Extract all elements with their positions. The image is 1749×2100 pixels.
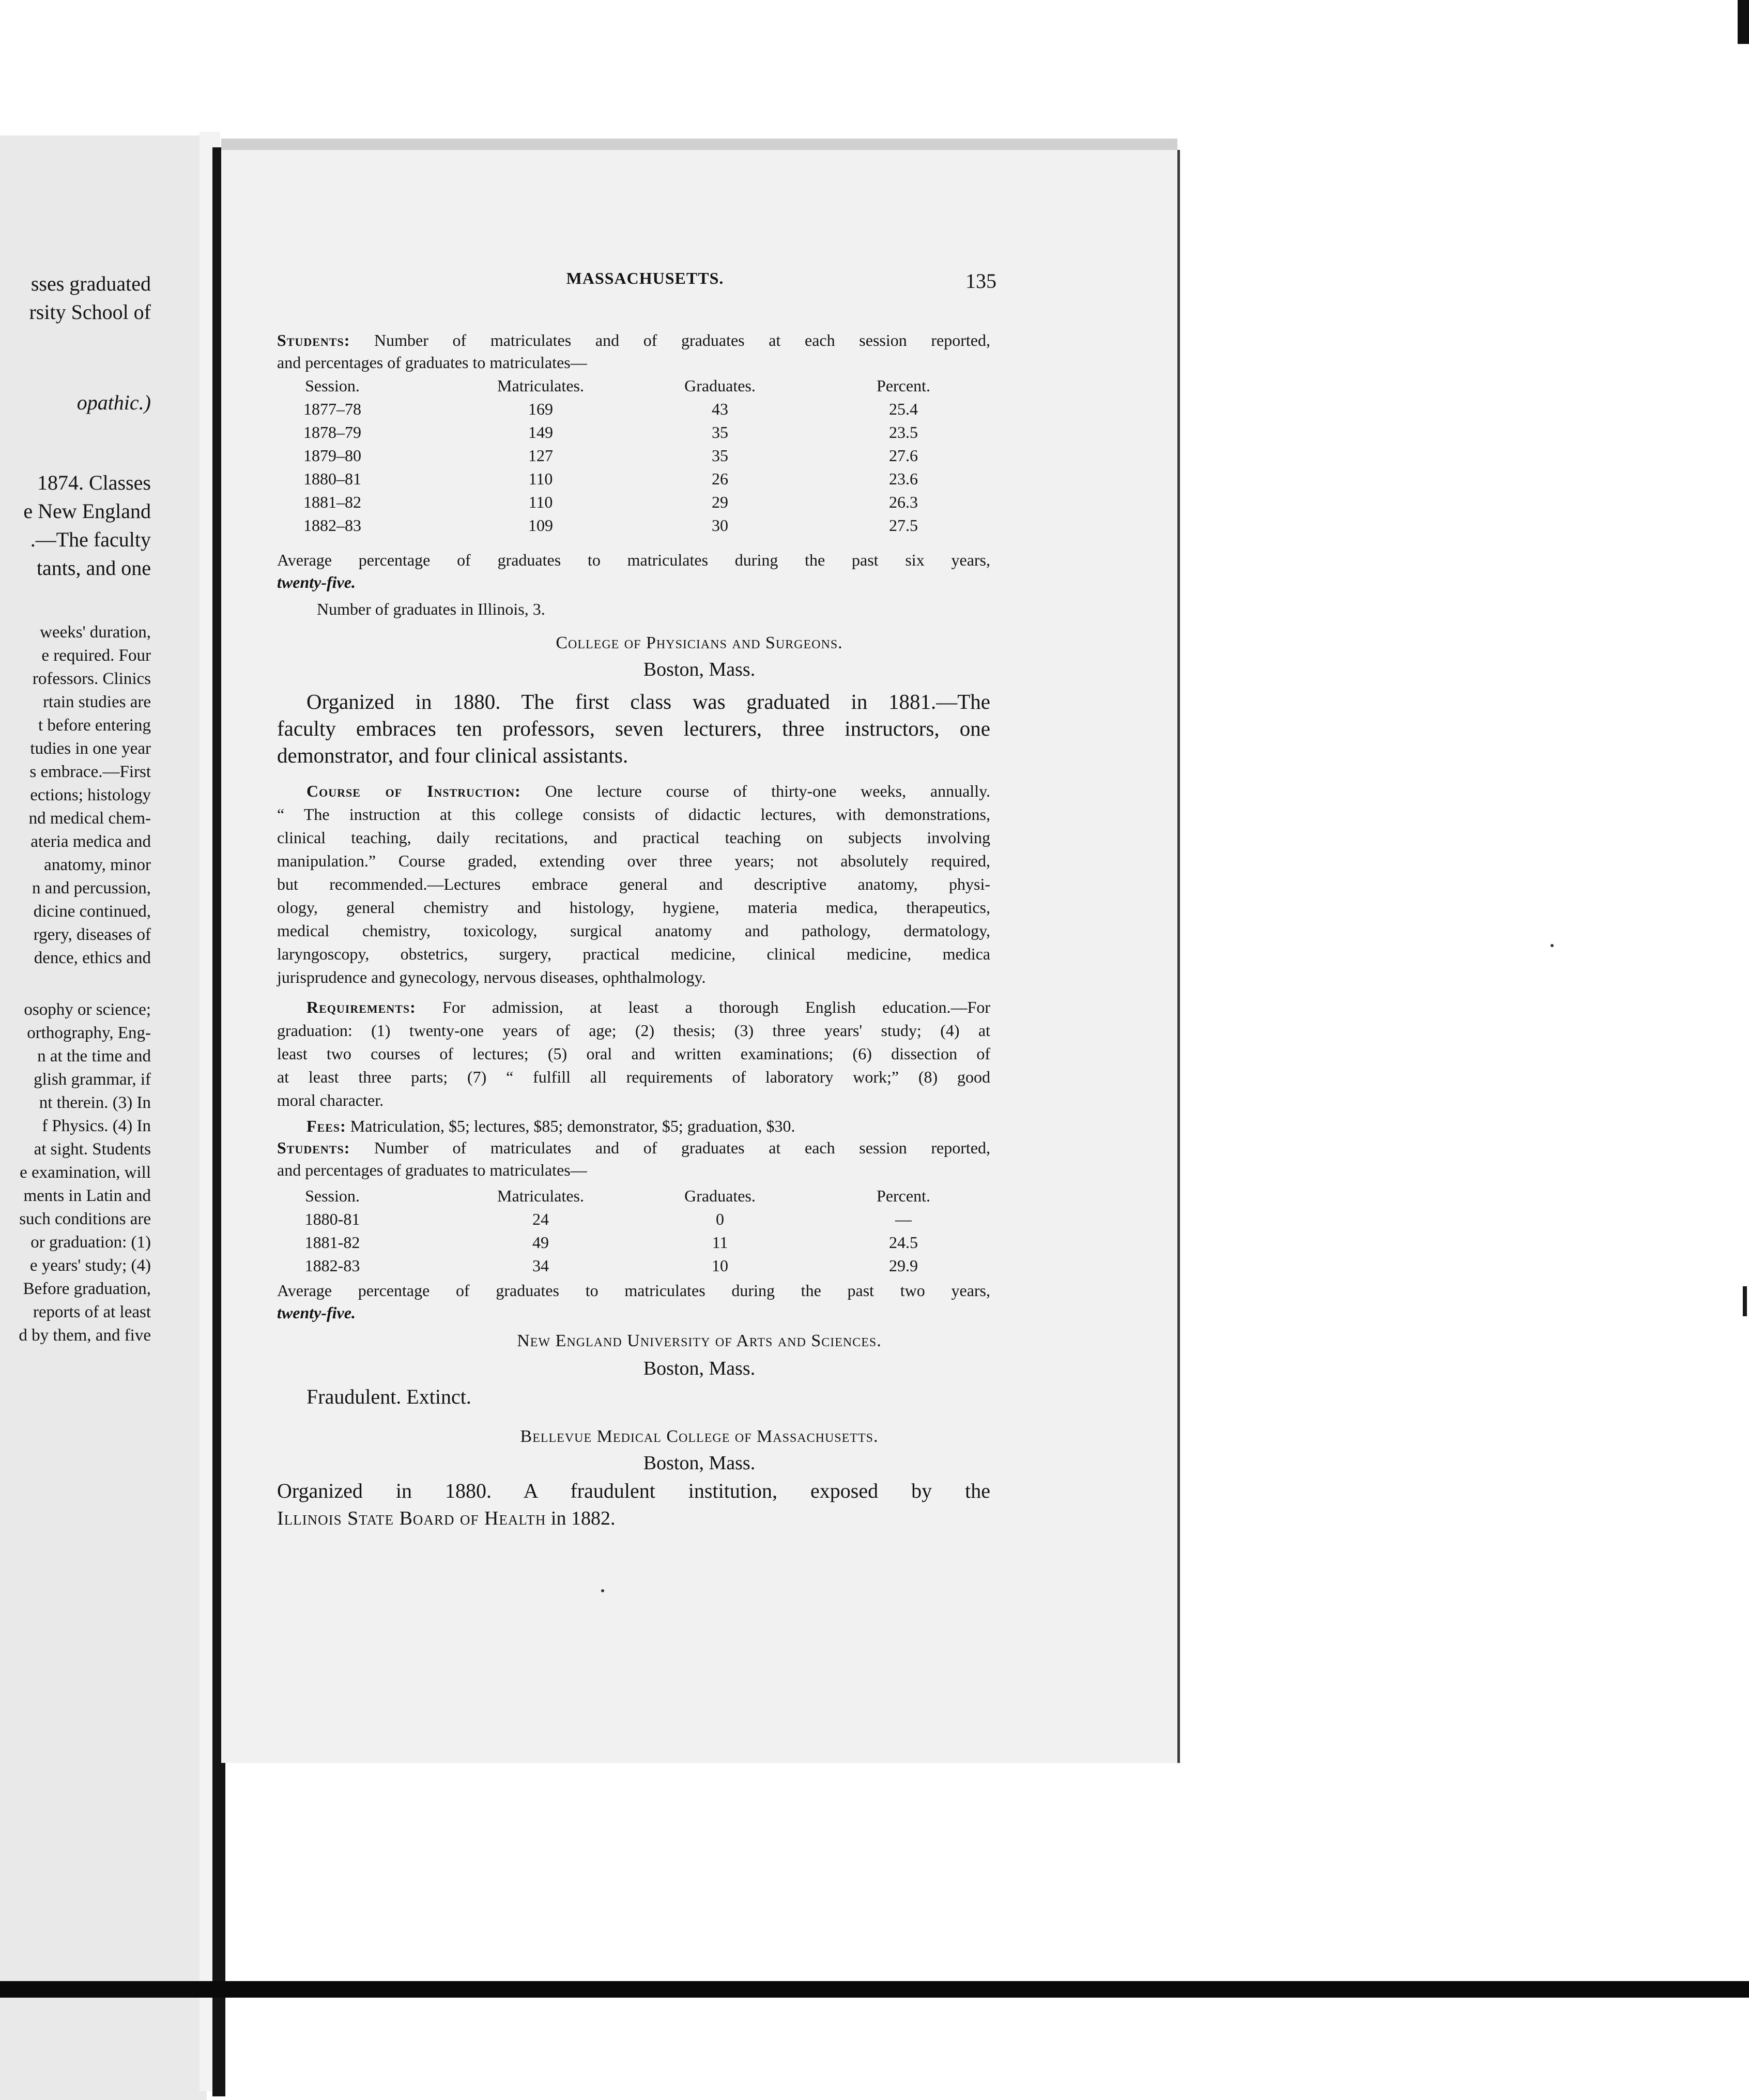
left-page [0, 135, 207, 2100]
left-page-line: ateria medica and [30, 832, 151, 851]
left-page-line: e examination, will [20, 1163, 151, 1182]
cell-session: 1882–83 [303, 516, 361, 535]
table-row [221, 400, 1177, 423]
left-page-line: reports of at least [33, 1303, 151, 1321]
course-text: One lecture course of thirty-one weeks, annually. [520, 782, 991, 800]
cell-matriculates: 127 [528, 446, 553, 465]
average-line-2: Average percentage of graduates to matriculates during the past two years, [277, 1281, 990, 1300]
cell-matriculates: 149 [528, 423, 553, 442]
left-page-line: sses graduated [30, 272, 151, 295]
left-page-line: nt therein. (3) In [39, 1093, 151, 1112]
table-row [221, 493, 1177, 516]
left-page-line: rofessors. Clinics [32, 669, 151, 688]
board-name: Illinois State Board of Health [277, 1508, 546, 1529]
bellevue-heading: Bellevue Medical College of Massachusetts. [520, 1427, 879, 1446]
exposed-year: in 1882. [546, 1508, 616, 1529]
table-row [221, 516, 1177, 539]
cell-session: 1881–82 [303, 493, 361, 511]
cell-graduates: 30 [712, 516, 728, 535]
students-table-2 [221, 1186, 1177, 1290]
col-header-session: Session. [305, 376, 360, 395]
cell-graduates: 0 [716, 1210, 724, 1228]
col-header-matriculates: Matriculates. [497, 376, 584, 395]
left-page-line: osophy or science; [24, 1000, 151, 1019]
cell-percent: 25.4 [889, 400, 918, 418]
cell-graduates: 43 [712, 400, 728, 418]
left-page-line: orthography, Eng- [27, 1024, 151, 1042]
cell-session: 1878–79 [303, 423, 361, 442]
bellevue-exposed [277, 1507, 615, 1530]
students-intro [277, 331, 990, 350]
left-page-line: opathic.) [76, 391, 151, 414]
cell-percent: 23.5 [889, 423, 918, 442]
left-page-line: n at the time and [37, 1047, 151, 1066]
cell-session: 1880–81 [303, 469, 361, 488]
left-page-line: weeks' duration, [40, 623, 151, 642]
page-header [221, 269, 1177, 295]
left-page-line: tants, and one [36, 556, 151, 580]
left-page-line: n and percussion, [32, 879, 151, 897]
students-label-2: Students: [277, 1138, 350, 1157]
left-page-line: 1874. Classes [37, 471, 151, 494]
paragraph-line: demonstrator, and four clinical assistants. [277, 743, 628, 767]
left-page-line: rtain studies are [43, 693, 151, 711]
fees-text: Matriculation, $5; lectures, $85; demonstrator, $5; graduation, $30. [346, 1117, 795, 1135]
requirements-label: Requirements: [306, 998, 416, 1016]
table-row [221, 469, 1177, 493]
cell-matriculates: 34 [532, 1256, 549, 1275]
cell-session: 1879–80 [303, 446, 361, 465]
cell-matriculates: 169 [528, 400, 553, 418]
paragraph-line: clinical teaching, daily recitations, and practical teaching on subjects involving [277, 828, 990, 847]
cell-percent: 23.6 [889, 469, 918, 488]
requirements-first-line [306, 998, 990, 1017]
average-value-2: twenty-five. [277, 1303, 356, 1322]
cell-percent: 27.5 [889, 516, 918, 535]
left-page-line: nd medical chem- [28, 809, 151, 828]
paragraph-line: “ The instruction at this college consists of didactic lectures, with demonstrations, [277, 805, 990, 824]
cell-matriculates: 24 [532, 1210, 549, 1228]
students-table-1 [221, 376, 1177, 542]
scan-bottom-border [0, 1981, 1749, 1998]
table-row [221, 1210, 1177, 1233]
paragraph-line: laryngoscopy, obstetrics, surgery, practical medicine, clinical medicine, medica [277, 945, 990, 963]
paragraph-line: at least three parts; (7) “ fulfill all requirements of laboratory work;” (8) good [277, 1068, 990, 1086]
left-page-line: dicine continued, [33, 902, 151, 921]
left-page-line: tudies in one year [30, 739, 151, 758]
illinois-graduates: Number of graduates in Illinois, 3. [317, 600, 545, 618]
paragraph-line: jurisprudence and gynecology, nervous diseases, ophthalmology. [277, 968, 706, 986]
right-page [221, 150, 1180, 1763]
paragraph-line: moral character. [277, 1091, 384, 1109]
paragraph-line: graduation: (1) twenty-one years of age; (2) thesis; (3) three years' study; (4) at [277, 1021, 990, 1040]
college-heading: College of Physicians and Surgeons. [556, 633, 843, 652]
cell-matriculates: 49 [532, 1233, 549, 1252]
scan-edge-mark [1743, 1286, 1747, 1316]
requirements-text: For admission, at least a thorough English education.—For [416, 998, 990, 1016]
paragraph-line: manipulation.” Course graded, extending over three years; not absolutely required, [277, 851, 990, 870]
students-intro-text-2: Number of matriculates and of graduates at each session reported, [350, 1138, 990, 1157]
cell-graduates: 35 [712, 423, 728, 442]
left-page-line: Before graduation, [23, 1280, 151, 1298]
cell-graduates: 35 [712, 446, 728, 465]
left-page-line: f Physics. (4) In [42, 1117, 151, 1135]
bellevue-location: Boston, Mass. [643, 1452, 756, 1474]
cell-graduates: 10 [712, 1256, 728, 1275]
course-label: Course of Instruction: [306, 782, 521, 800]
speck [601, 1589, 604, 1592]
cell-percent: — [895, 1210, 912, 1228]
left-page-line: ments in Latin and [23, 1186, 151, 1205]
neu-status: Fraudulent. Extinct. [306, 1385, 471, 1408]
cell-percent: 24.5 [889, 1233, 918, 1252]
students-intro-line2: and percentages of graduates to matriculates— [277, 353, 587, 372]
running-head: MASSACHUSETTS. [566, 269, 724, 287]
paragraph-line: least two courses of lectures; (5) oral and written examinations; (6) dissection of [277, 1044, 990, 1063]
col-header-graduates: Graduates. [684, 1186, 756, 1205]
left-page-line: e required. Four [41, 646, 151, 665]
bellevue-organized: Organized in 1880. A fraudulent institution, exposed by the [277, 1479, 990, 1502]
left-page-line: at sight. Students [34, 1140, 151, 1159]
cell-matriculates: 110 [528, 469, 553, 488]
organized-line: faculty embraces ten professors, seven lecturers, three instructors, one [277, 717, 990, 740]
cell-session: 1877–78 [303, 400, 361, 418]
cell-session: 1880-81 [304, 1210, 360, 1228]
students-intro-text: Number of matriculates and of graduates at each session reported, [350, 331, 990, 349]
col-header-session: Session. [305, 1186, 360, 1205]
left-page-line: e years' study; (4) [29, 1256, 151, 1275]
left-page-line: rsity School of [29, 300, 151, 324]
cell-graduates: 29 [712, 493, 728, 511]
col-header-percent: Percent. [877, 1186, 930, 1205]
paragraph-line: ology, general chemistry and histology, hygiene, materia medica, therapeutics, [277, 898, 990, 917]
table-row [221, 1233, 1177, 1256]
cell-percent: 26.3 [889, 493, 918, 511]
scan-edge-mark [1738, 0, 1749, 44]
page-number: 135 [965, 269, 996, 293]
left-page-line: s embrace.—First [29, 763, 151, 781]
table-row [221, 423, 1177, 446]
cell-matriculates: 109 [528, 516, 553, 535]
cell-session: 1881-82 [304, 1233, 360, 1252]
paragraph-line: but recommended.—Lectures embrace general and descriptive anatomy, physi- [277, 875, 990, 893]
col-header-graduates: Graduates. [684, 376, 756, 395]
speck [1551, 944, 1554, 947]
students-intro-2-line2: and percentages of graduates to matriculates— [277, 1161, 587, 1179]
left-page-line: t before entering [38, 716, 151, 735]
table-row [221, 1256, 1177, 1280]
left-page-line: glish grammar, if [34, 1070, 151, 1089]
cell-graduates: 26 [712, 469, 728, 488]
left-page-line: dence, ethics and [34, 949, 151, 967]
paragraph-line: medical chemistry, toxicology, surgical anatomy and pathology, dermatology, [277, 921, 990, 940]
fees-label: Fees: [306, 1117, 346, 1135]
students-intro-2 [277, 1138, 990, 1158]
table-row [221, 446, 1177, 469]
average-value-1: twenty-five. [277, 573, 356, 591]
neu-location: Boston, Mass. [643, 1358, 756, 1379]
cell-matriculates: 110 [528, 493, 553, 511]
left-page-line: anatomy, minor [44, 856, 151, 874]
students-label: Students: [277, 331, 350, 349]
left-page-line: rgery, diseases of [33, 925, 151, 944]
organized-line: Organized in 1880. The first class was graduated in 1881.—The [306, 690, 990, 713]
neu-heading: New England University of Arts and Sciences. [517, 1331, 882, 1350]
average-line-1: Average percentage of graduates to matriculates during the past six years, [277, 551, 990, 569]
left-page-line: ections; histology [30, 786, 151, 804]
left-page-line: d by them, and five [19, 1326, 151, 1345]
college-location: Boston, Mass. [643, 659, 756, 680]
fees [306, 1117, 795, 1136]
left-page-line: or graduation: (1) [30, 1233, 151, 1252]
left-page-line: such conditions are [19, 1210, 151, 1228]
cell-percent: 29.9 [889, 1256, 918, 1275]
left-page-line: .—The faculty [30, 528, 151, 551]
col-header-matriculates: Matriculates. [497, 1186, 584, 1205]
cell-percent: 27.6 [889, 446, 918, 465]
course-first-line [306, 782, 990, 801]
cell-graduates: 11 [712, 1233, 728, 1252]
left-page-line: e New England [23, 499, 151, 523]
col-header-percent: Percent. [877, 376, 930, 395]
cell-session: 1882-83 [304, 1256, 360, 1275]
